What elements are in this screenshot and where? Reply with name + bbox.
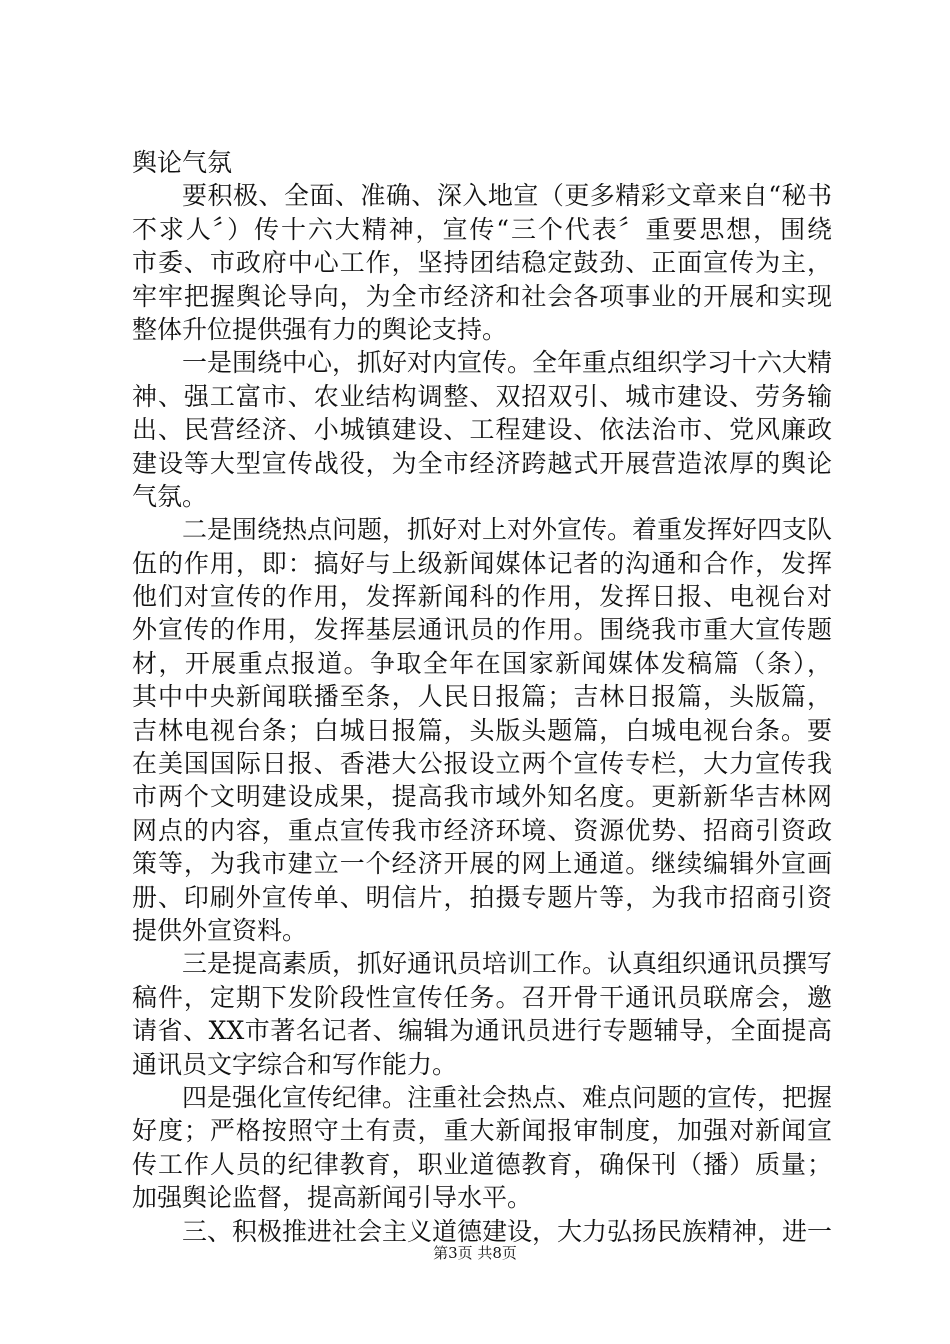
paragraph [132,346,832,513]
text-line: 要积极、全面、准确、深入地宣（更多精彩文章来自“秘书 [182,181,832,211]
paragraph [132,513,832,947]
text-line: 外宣传的作用，发挥基层通讯员的作用。围绕我市重大宣传题 [132,615,832,645]
text-line: 整体升位提供强有力的舆论支持。 [132,314,508,344]
text-line: 册、印刷外宣传单、明信片，拍摄专题片等，为我市招商引资 [132,882,832,912]
text-line: 策等，为我市建立一个经济开展的网上通道。继续编辑外宣画 [132,849,832,879]
text-line: 通讯员文字综合和写作能力。 [132,1049,458,1079]
text-line: 市委、市政府中心工作，坚持团结稳定鼓劲、正面宣传为主， [132,248,832,278]
text-line: 市两个文明建设成果，提高我市域外知名度。更新新华吉林网 [132,782,832,812]
paragraph [132,146,832,179]
text-line: 请省、XX市著名记者、编辑为通讯员进行专题辅导，全面提高 [132,1016,832,1046]
text-line: 三、积极推进社会主义道德建设，大力弘扬民族精神，进一 [182,1216,833,1246]
document-body [132,146,832,1248]
text-line: 好度；严格按照守土有责，重大新闻报审制度，加强对新闻宣 [132,1116,832,1146]
text-line: 不求人〞）传十六大精神，宣传“三个代表〞重要思想，围绕 [132,214,832,244]
text-line: 舆论气氛 [132,148,233,177]
text-line: 提供外宣资料。 [132,915,308,945]
text-line: 吉林电视台条；白城日报篇，头版头题篇，白城电视台条。要 [132,715,832,745]
text-line: 加强舆论监督，提高新闻引导水平。 [132,1183,533,1213]
text-line: 他们对宣传的作用，发挥新闻科的作用，发挥日报、电视台对 [132,582,832,612]
text-line: 二是围绕热点问题，抓好对上对外宣传。着重发挥好四支队 [182,515,833,545]
page-footer: 第3页 共8页 [433,1244,517,1262]
text-line: 在美国国际日报、香港大公报设立两个宣传专栏，大力宣传我 [132,749,832,779]
text-line: 一是围绕中心，抓好对内宣传。全年重点组织学习十六大精 [182,348,833,378]
text-line: 伍的作用，即：搞好与上级新闻媒体记者的沟通和合作，发挥 [132,548,832,578]
text-line: 出、民营经济、小城镇建设、工程建设、依法治市、党风廉政 [132,415,832,445]
text-line: 建设等大型宣传战役，为全市经济跨越式开展营造浓厚的舆论 [132,448,832,478]
text-line: 稿件，定期下发阶段性宣传任务。召开骨干通讯员联席会，邀 [132,982,832,1012]
text-line: 网点的内容，重点宣传我市经济环境、资源优势、招商引资政 [132,815,832,845]
paragraph [132,179,832,346]
text-line: 其中中央新闻联播至条，人民日报篇；吉林日报篇，头版篇， [132,682,832,712]
text-line: 牢牢把握舆论导向，为全市经济和社会各项事业的开展和实现 [132,281,832,311]
text-line: 三是提高素质，抓好通讯员培训工作。认真组织通讯员撰写 [182,949,833,979]
text-line: 神、强工富市、农业结构调整、双招双引、城市建设、劳务输 [132,381,832,411]
paragraph [132,1081,832,1215]
text-line: 材，开展重点报道。争取全年在国家新闻媒体发稿篇（条）， [132,648,832,678]
text-line: 传工作人员的纪律教育，职业道德教育，确保刊（播）质量； [132,1149,832,1179]
paragraph [132,947,832,1081]
text-line: 气氛。 [132,481,208,511]
text-line: 四是强化宣传纪律。注重社会热点、难点问题的宣传，把握 [182,1082,833,1112]
